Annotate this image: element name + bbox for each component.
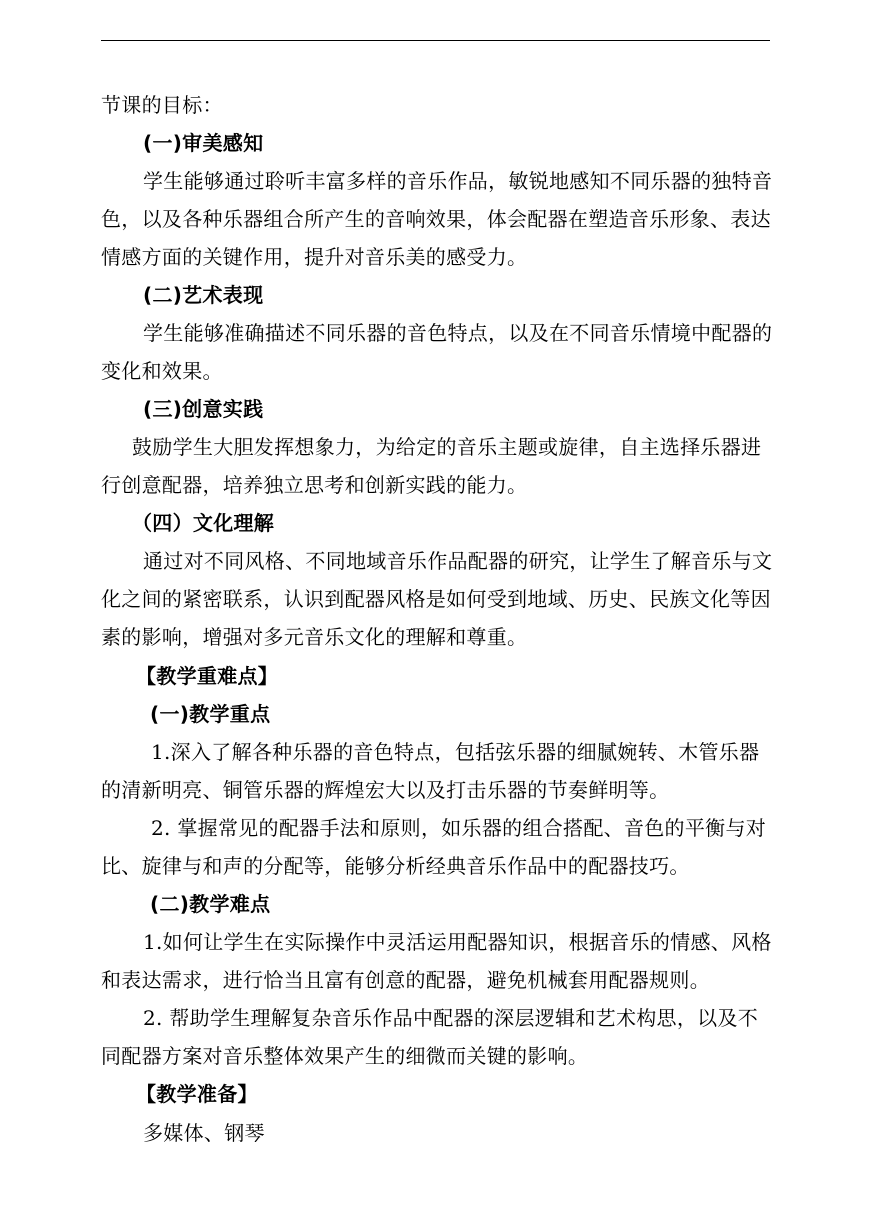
paragraph-line: 同配器方案对音乐整体效果产生的细微而关键的影响。 — [101, 1044, 589, 1068]
paragraph-line: 1.如何让学生在实际操作中灵活运用配器知识，根据音乐的情感、风格 — [143, 930, 772, 954]
header-rule — [101, 40, 770, 41]
section-heading-preparation: 【教学准备】 — [136, 1082, 258, 1106]
section-heading-aesthetic: (一)审美感知 — [143, 131, 264, 155]
paragraph-line: 和表达需求，进行恰当且富有创意的配器，避免机械套用配器规则。 — [101, 968, 710, 992]
paragraph-line: 2. 掌握常见的配器手法和原则，如乐器的组合搭配、音色的平衡与对 — [151, 816, 767, 840]
paragraph-line: 学生能够准确描述不同乐器的音色特点，以及在不同音乐情境中配器的 — [143, 321, 773, 345]
paragraph-line: 学生能够通过聆听丰富多样的音乐作品，敏锐地感知不同乐器的独特音 — [143, 169, 773, 193]
paragraph-line: 多媒体、钢琴 — [143, 1121, 265, 1145]
paragraph-line: 情感方面的关键作用，提升对音乐美的感受力。 — [101, 245, 528, 269]
subsection-heading-difficulties: (二)教学难点 — [150, 892, 271, 916]
paragraph-line: 变化和效果。 — [101, 359, 223, 383]
paragraph-line: 比、旋律与和声的分配等，能够分析经典音乐作品中的配器技巧。 — [101, 854, 690, 878]
paragraph-line: 素的影响，增强对多元音乐文化的理解和尊重。 — [101, 625, 528, 649]
paragraph-line: 色，以及各种乐器组合所产生的音响效果，体会配器在塑造音乐形象、表达 — [101, 207, 771, 231]
paragraph-line: 的清新明亮、铜管乐器的辉煌宏大以及打击乐器的节奏鲜明等。 — [101, 778, 670, 802]
paragraph-line: 通过对不同风格、不同地域音乐作品配器的研究，让学生了解音乐与文 — [143, 549, 773, 573]
paragraph-line: 1.深入了解各种乐器的音色特点，包括弦乐器的细腻婉转、木管乐器 — [151, 740, 760, 764]
paragraph-line: 鼓励学生大胆发挥想象力，为给定的音乐主题或旋律，自主选择乐器进 — [132, 435, 762, 459]
paragraph-line: 2. 帮助学生理解复杂音乐作品中配器的深层逻辑和艺术构思，以及不 — [143, 1006, 759, 1030]
section-heading-expression: (二)艺术表现 — [143, 283, 264, 307]
paragraph-line: 化之间的紧密联系，认识到配器风格是如何受到地域、历史、民族文化等因 — [101, 587, 771, 611]
section-heading-culture: （四）文化理解 — [132, 511, 275, 535]
subsection-heading-key-points: (一)教学重点 — [150, 702, 271, 726]
section-heading-practice: (三)创意实践 — [143, 397, 264, 421]
intro-line: 节课的目标： — [101, 93, 223, 117]
paragraph-line: 行创意配器，培养独立思考和创新实践的能力。 — [101, 473, 528, 497]
section-heading-key-difficulties: 【教学重难点】 — [136, 664, 279, 688]
